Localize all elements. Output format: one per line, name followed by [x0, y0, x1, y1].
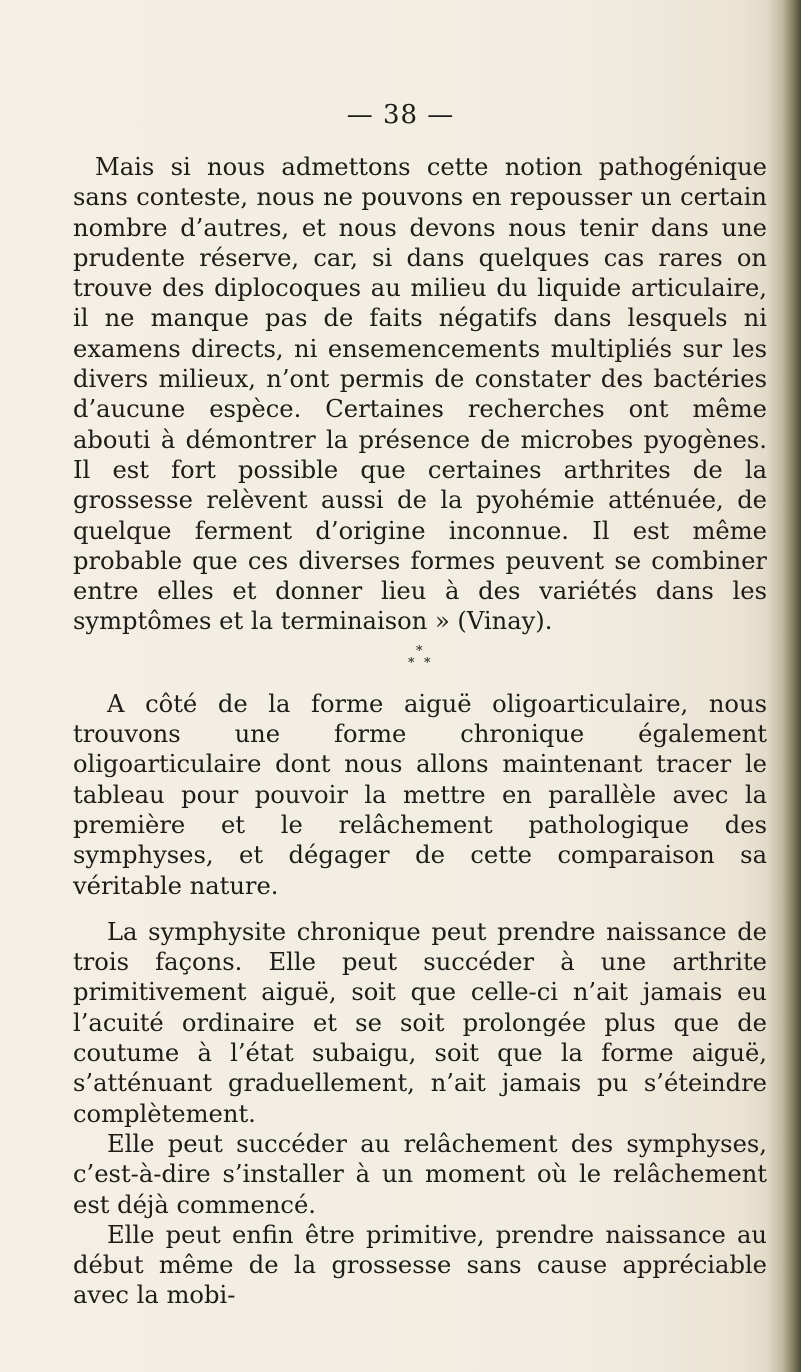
asterism-star-right: * — [424, 655, 431, 671]
page-edge-shadow — [767, 0, 801, 1372]
paragraph-2: A côté de la forme aiguë oligoarticulaire, nous trouvons une forme chronique également oligoarticulaire dont nous allons maintenant tracer le tableau pour pouvoir la mettre en parallèle avec la première et le relâchement pathologique des symphyses, et dégager de cette comparaison sa véritable nature. — [73, 689, 767, 900]
asterism-separator — [73, 641, 767, 685]
paragraph-3: La symphysite chronique peut prendre naissance de trois façons. Elle peut succéder à une arthrite primitivement aiguë, soit que celle-ci n’ait jamais eu l’acuité ordinaire et se soit prolongée plus que de coutume à l’état subaigu, soit que la forme aiguë, s’atténuant graduellement, n’ait jamais pu s’éteindre complètement. — [73, 917, 767, 1128]
paragraph-5: Elle peut enfin être primitive, prendre naissance au début même de la grossesse sans cause appréciable avec la mobi- — [73, 1220, 767, 1310]
body-text — [73, 152, 767, 1311]
paragraph-4: Elle peut succéder au relâchement des symphyses, c’est-à-dire s’installer à un moment où le relâchement est déjà commencé. — [73, 1129, 767, 1219]
paragraph-1: Mais si nous admettons cette notion pathogénique sans conteste, nous ne pouvons en repousser un certain nombre d’autres, et nous devons nous tenir dans une prudente réserve, car, si dans quelques cas rares on trouve des diplocoques au milieu du liquide articulaire, il ne manque pas de faits négatifs dans lesquels ni examens directs, ni ensemencements multipliés sur les divers milieux, n’ont permis de constater des bactéries d’aucune espèce. Certaines recherches ont même abouti à démontrer la présence de microbes pyogènes. Il est fort possible que certaines arthrites de la grossesse relèvent aussi de la pyohémie atténuée, de quelque ferment d’origine inconnue. Il est même probable que ces diverses formes peuvent se combiner entre elles et donner lieu à des variétés dans les symptômes et la terminaison » (Vinay). — [73, 153, 767, 636]
asterism-star-top: * — [416, 643, 423, 659]
paragraph-gap — [73, 901, 767, 917]
asterism-star-left: * — [408, 655, 415, 671]
page-number: — 38 — — [346, 100, 455, 130]
